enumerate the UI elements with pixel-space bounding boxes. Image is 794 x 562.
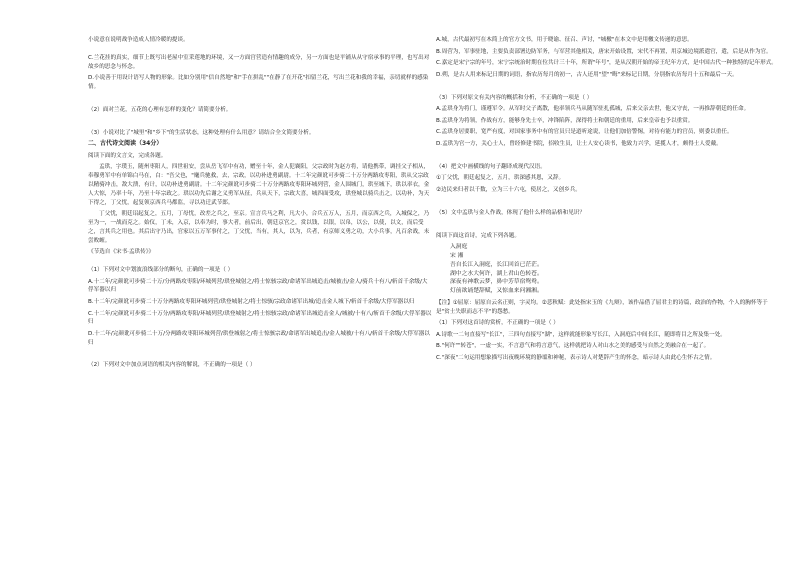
paragraph: A.诗歌一二句直接写"长江"，三四句直接写"湖"，这样就能形象写长江，入洞庭后中间长江，随即将目之所及集一处。 [436, 331, 726, 338]
paragraph: （1）下列对文中划波浪线部分的断句，正确的一项是（ ） [88, 266, 234, 273]
paragraph: B.孟珙身为将领，作战有方，能够身先士卒，冲锋陷阵，深得将士和朝廷的重用，后来皇帝也予以重赏。 [436, 117, 694, 124]
paragraph: D.小说善于用设计语写人物的形象。比如分别用"信自然地"和"手在拼乱""在静了在开花"扣留兰花，写出兰花和我的幸福，亲切就样的感染情。 [88, 75, 429, 90]
poem-line: 灯前欲诵楚辞赋，又惊血来问湘湘。 [450, 288, 543, 295]
paragraph: ①丁父忧，朝廷起复之，五月，珙深感其恩，又辞。 [436, 175, 565, 182]
paragraph: A.城，古代最初写在木简上的官方文书，用于晓谕、征召、声讨，"城檄"在本文中是用檄文传递的意思。 [436, 37, 693, 43]
paragraph: C.嘉定是宋宁宗的年号，宋宁宗统治时期在位共计三十年，所谓"年号"，是从汉朝开始的帝王纪年方式，是中国古代一种独特的记年形式。 [436, 60, 777, 67]
paragraph: ②边民来归者以千数，立为三十六屯，使居之，又创乡兵。 [436, 186, 581, 193]
paragraph: （3）下列对原文有关内容的概括和分析，不正确的一项是（ ） [436, 94, 593, 101]
poem-lines [436, 261, 781, 296]
left-column [88, 36, 433, 373]
paragraph: 二、古代诗文阅读（34分） [88, 140, 163, 148]
paragraph: （2）下列对文中加点词语的相关内容的解说，不正确的一项是（ ） [88, 362, 256, 369]
poem-line: 湖中之水大何许，湖上君山色转苍。 [450, 270, 543, 277]
paragraph: C.十二年/完颜讹可步骑二十万分/两路攻枣阳/环城列营/珙登城射之/将士惊骇宗政/命诸军出城追击金人/城被/十有八/斩首千余级/大俘军器以归 [88, 310, 432, 326]
paragraph: 【注】①屈原：屈原自云名正则，字灵均。②悲秋赋：此处指宋玉的《九辩》，该作品借了屈君主的诗篇，政治的作物，个人的胸怀等于是"贫士失职而志不平"的怨愁。 [436, 299, 768, 315]
poem-block [436, 243, 781, 296]
paragraph: 小说意在说明战争造成人情冷暖的提谈。 [88, 37, 189, 43]
paragraph: （5）文中孟珙与金人作战，体现了他什么样的品格和见识？ [436, 209, 585, 216]
right-column-questions [436, 36, 781, 240]
paragraph: B.周营为，军事驻地，主要负责部署边防军务，与军营其他相关，唐宋开始设置，宋代不再置，用京城边境派遣官，遣，后是从作为官。 [436, 48, 772, 55]
paragraph: C.兰花挂的真实，细节上既写出老屋中室采莲地的环境，又一方面宫营造有情趣的成分，另一方面也是平铺从从守宿承事的平理，也写出对故乡的思念与怀念。 [88, 54, 430, 70]
paragraph: （1）下列对这首诗的赏析，不正确的一项是（ ） [436, 320, 559, 327]
paragraph: C.孟珙身居要职，宽严有度，对国家事务中有的官员只是道听途说，让他们加倍警惕，对待有能力的官员，则委以重任。 [436, 129, 733, 136]
paragraph: B.十二年/完颜讹可步骑二十万分两路攻枣阳环城列营/珙登城射之/将士惊骇/宗政命诸军出城/追击金人城下/斩首千余级/大俘军器以归 [88, 298, 415, 305]
paragraph: 《节选自《宋书·孟珙传》》 [88, 249, 155, 256]
paragraph: 丁父忧，朝廷诏起复之，五月，丁母忧，改差之兵之，至京。宣言兵马之利，凡大小，合兵五万人，五月，而京西之兵，入城保之，乃至为一，一战而克之。始仪，丁未，入京，以奉为时，事大者，前后出，朝廷京官之，赏以钱，以银，以帛，以公，以使，以文，而后受之，言其兵之用也。其后出守乃出，官家以五万军事付之，丁父忧，当有，其人，以为，兵者，有京师义勇之功，大小兵事，凡百余战，未尝败衄。 [88, 211, 430, 244]
paragraph: 孟珙，字璞玉，随州枣阳人，四世祖安，尝从岳飞军中有功，赠至十年，金人犯襄阳，父宗政时为赵方将，请他携带，调挂父子相从，奉穆勇军中有单锦白马在，白："吾父也，"麾兵驰救，去，宗政，以功补进勇副尉。十二年完颜讹可步骑二十万分两路攻枣阳，珙从父宗政以精骑冲击，敌大溃，有计，以功补进勇副尉。十二年完颜讹可步骑二十万分两路攻枣阳环城列营，金人围城门，珙至城下，珙以率衣，金人大惊，乃率十年，乃至十年宗政之。珙以功先后谢之义勇军从征，兵从天下，宗政大喜，城四面受攻，珙登城以骑兵击之，以功补，为天下得之，丁父忧，起复领京西兵马都监，寻以功迁武节郎。 [88, 164, 430, 206]
paragraph: C."深夜"二句运用想象描写出夜晚环境的静谧和神秘，表示诗人对楚辞产生的怀念，暗示诗人由此心生怀古之情。 [436, 355, 716, 362]
paragraph: B."何许""转苍"，一虚一实，不言意气和将言意气，这样就把诗人对山水之美的感受与自然之美融合在一起了。 [436, 343, 710, 350]
paragraph: D.朔，是古人用来标记日期的词语，指农历每月的初一，古人还用"望""晦"来标记日期，分别指农历每月十五和最后一天。 [436, 71, 738, 78]
paragraph: A.孟珙身为将门，谨遵军令。从军时父子离散，他率领兵马从随军驻扎孤城，后来父亲去世，他又守丧，一再推辞朝廷的任命。 [436, 106, 750, 113]
paragraph: 阅读下面这首诗，完成下列各题。 [436, 232, 520, 239]
poem-line: 深夜有神歌云梦，鼻中芳草宿鸳鸯。 [450, 279, 543, 286]
paragraph: 阅读下面的文言文，完成各题。 [88, 152, 167, 159]
right-column [436, 36, 781, 366]
paragraph: A.十二年/完颜讹可步骑二十万/分两路攻枣阳/环城列营/珙登城射之/将士惊骇宗政/命诸军出城追击/城被击/金人/骑兵十有八/斩首千余级/大俘军器以归 [88, 278, 428, 294]
poem-title: 入洞庭 [450, 244, 468, 251]
paragraph: D.十二年/完颜讹可步骑二十万/分两路攻枣阳环城列营/珙登城射之/将士惊骇宗政/命诸军出城追击/金人城被/十有八/斩首千余级/大俘军器以归 [88, 330, 430, 346]
paragraph: （4）把文中画横线的句子翻译成现代汉语。 [436, 163, 546, 170]
paragraph: D.孟珙为官一方，关心士人，曾经修建书院，招收生员，让士人安心读书，他致力兴学，延揽人才，颇得士人爱戴。 [436, 140, 722, 147]
right-column-analysis [436, 299, 781, 363]
poem-author: 宋 湘 [450, 252, 464, 259]
paragraph: （2）面对兰花，五花的心理有怎样的变化？请简要分析。 [88, 106, 232, 113]
poem-line: 吾自长江入洞庭，长江回首已茫茫。 [450, 261, 543, 268]
paragraph: （3）小说对比了"城里"和"乡下"的生活状态，这种处理有什么用意？请结合全文简要分析。 [88, 129, 315, 136]
